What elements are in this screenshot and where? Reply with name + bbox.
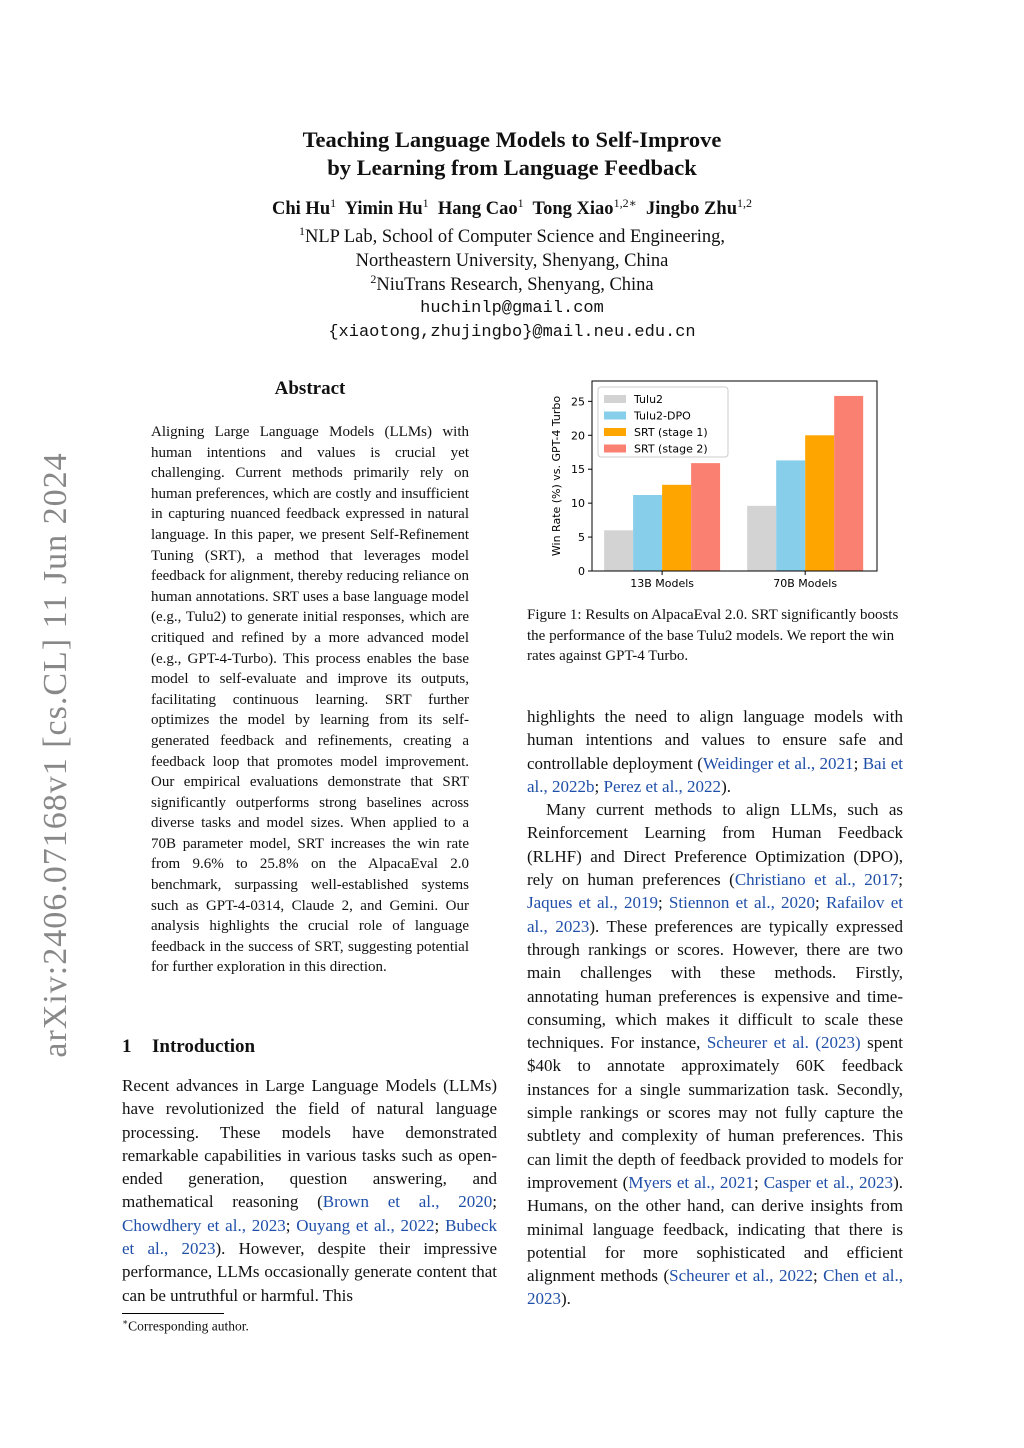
y-tick-label: 10 — [571, 497, 585, 511]
bar — [776, 460, 805, 571]
author-name: Yimin Hu — [344, 199, 423, 219]
citation-link[interactable]: Stiennon et al., 2020 — [668, 893, 816, 913]
bar — [834, 396, 863, 571]
affiliations — [0, 225, 1024, 345]
citation-link[interactable]: Scheurer et al. (2023) — [706, 1033, 861, 1053]
footnote-text: Corresponding author. — [128, 1318, 249, 1334]
affiliation-1-line-2: Northeastern University, Shenyang, China — [355, 251, 669, 271]
legend-label: SRT (stage 2) — [634, 442, 708, 456]
author-sup: 1 — [330, 195, 337, 210]
legend-swatch — [604, 395, 626, 403]
citation-link[interactable]: Rafailov et al., 2023 — [527, 893, 903, 936]
body-text: ). However, despite their impressive performance, LLMs occasionally generate content that can be untruthful or harmful. This — [122, 1239, 497, 1305]
citation-link[interactable]: Brown et al., 2020 — [322, 1192, 493, 1212]
paragraph: highlights the need to align language models with human intentions and values to ensure safe and controllable deployment (Weidinger et al., 2021; Bai et al., 2022b; Perez et al., 2022). — [527, 707, 903, 796]
legend-label: SRT (stage 1) — [634, 426, 708, 439]
bar — [604, 530, 633, 571]
body-text: highlights the need to align language models with human intentions and values to ensure safe and controllable deployment ( — [527, 707, 903, 773]
legend-swatch — [604, 428, 626, 436]
author-sup: 1 — [422, 195, 429, 210]
legend-swatch — [604, 412, 626, 420]
legend-swatch — [604, 445, 626, 453]
author-name: Hang Cao — [437, 199, 518, 219]
body-text: ). Humans, on the other hand, can derive insights from minimal language feedback, indicating that there is potential for more sophisticated and efficient alignment methods ( — [527, 1172, 903, 1286]
arxiv-identifier: arXiv:2406.07168v1 [cs.CL] 11 Jun 2024 — [37, 452, 74, 1058]
footnote — [122, 1317, 249, 1335]
citation-link[interactable]: Bubeck et al., 2023 — [122, 1215, 497, 1259]
paper-title — [0, 126, 1024, 182]
author-list — [0, 195, 1024, 220]
paragraph: Many current methods to align LLMs, such as Reinforcement Learning from Human Feedback (RLHF) and Direct Preference Optimization (DPO), rely on human preferences (Christiano et al., 2017; Jaques et al., 2019; Stiennon et al., 2020; Rafailov et al., 2023). These preferences are typically expressed through rankings or scores. However, there are two main challenges with these methods. Firstly, annotating human preferences is expensive and time-consuming, which makes it difficult to scale these techniques. For instance, Scheurer et al. (2023) spent $40k to annotate approximately 60K feedback instances for a single summarization task. Secondly, simple rankings or scores may not fully capture the subtlety and complexity of human preferences. This can limit the depth of feedback provided to models for improvement (Myers et al., 2021; Casper et al., 2023). Humans, on the other hand, can derive insights from minimal language feedback, indicating that there is potential for more sophisticated and efficient alignment methods (Scheurer et al., 2022; Chen et al., 2023). — [527, 800, 904, 1309]
title-line-2: by Learning from Language Feedback — [327, 155, 697, 180]
email-1: huchinlp@gmail.com — [420, 299, 604, 318]
author-name: Chi Hu — [272, 199, 331, 219]
y-axis-label: Win Rate (%) vs. GPT-4 Turbo — [550, 395, 563, 557]
win-rate-bar-chart — [545, 378, 890, 593]
bar — [662, 485, 691, 571]
citation-link[interactable]: Christiano et al., 2017 — [734, 870, 899, 890]
figure-caption: Figure 1: Results on AlpacaEval 2.0. SRT significantly boosts the performance of the base Tulu2 models. We report the win rates against GPT-4 Turbo. — [527, 607, 899, 665]
affiliation-2: NiuTrans Research, Shenyang, China — [376, 275, 654, 295]
affiliation-1-line-1: NLP Lab, School of Computer Science and Engineering, — [304, 227, 726, 247]
x-tick-label: 13B Models — [630, 577, 695, 590]
y-tick-label: 25 — [571, 395, 585, 409]
right-column-text — [527, 705, 903, 1311]
abstract-heading: Abstract — [274, 378, 346, 399]
bar — [805, 435, 834, 571]
legend-label: Tulu2-DPO — [634, 409, 691, 423]
author-sup: 1 — [517, 195, 524, 210]
footnote-mark: ∗ — [122, 1317, 129, 1327]
intro-paragraph: Recent advances in Large Language Models (LLMs) have revolutionized the field of natural language processing. These models have demonstrated remarkable capabilities in various tasks such as open-ended generation, question answering, and mathematical reasoning (Brown et al., 2020; Chowdhery et al., 2023; Ouyang et al., 2022; Bubeck et al., 2023). However, despite their impressive performance, LLMs occasionally generate content that can be untruthful or harmful. This — [122, 1076, 497, 1305]
section-heading — [122, 1036, 255, 1058]
citation-link[interactable]: Chen et al., 2023 — [527, 1266, 903, 1309]
body-text: ). These preferences are typically expressed through rankings or scores. However, there are two main challenges with these methods. Firstly, annotating human preferences is expensive and time-consuming, which makes it difficult to scale these techniques. For instance, — [527, 916, 903, 1053]
author-sup: 1,2 — [736, 195, 752, 210]
body-text: ). — [561, 1289, 571, 1309]
body-text: Many current methods to align LLMs, such as Reinforcement Learning from Human Feedback (RLHF) and Direct Preference Optimization (DPO), rely on human preferences ( — [527, 800, 903, 890]
citation-link[interactable]: Ouyang et al., 2022 — [296, 1215, 435, 1235]
author-name: Jingbo Zhu — [645, 199, 737, 219]
citation-link[interactable]: Perez et al., 2022 — [603, 776, 722, 796]
section-number: 1 — [122, 1036, 132, 1057]
body-text: spent $40k to annotate approximately 60K feedback instances for a single summarization task. Secondly, simple rankings or scores may not fully capture the subtlety and complexity of human preferences. This can limit the depth of feedback provided to models for improvement ( — [527, 1033, 903, 1192]
citation-link[interactable]: Jaques et al., 2019 — [527, 893, 658, 913]
title-line-1: Teaching Language Models to Self-Improve — [302, 127, 722, 152]
y-tick-label: 20 — [571, 429, 585, 443]
citation-link[interactable]: Bai et al., 2022b — [527, 753, 903, 796]
email-2: {xiaotong,zhujingbo}@mail.neu.edu.cn — [328, 323, 696, 342]
citation-link[interactable]: Chowdhery et al., 2023 — [122, 1215, 286, 1235]
citation-link[interactable]: Scheurer et al., 2022 — [669, 1266, 813, 1286]
bar — [747, 506, 776, 571]
x-tick-label: 70B Models — [773, 577, 838, 590]
bar — [691, 463, 720, 571]
citation-link[interactable]: Myers et al., 2021 — [628, 1172, 754, 1192]
section-title: Introduction — [152, 1036, 256, 1057]
aff-sup: 2 — [370, 271, 377, 286]
abstract-text: Aligning Large Language Models (LLMs) with human intentions and values is crucial yet challenging. Current methods primarily rely on human preferences, which are costly and insufficient in capturing nuanced feedback expressed in natural language. In this paper, we present Self-Refinement Tuning (SRT), a method that leverages model feedback for alignment, thereby reducing reliance on human annotations. SRT uses a base language model (e.g., Tulu2) to generate initial responses, which are critiqued and refined by a more advanced model (e.g., GPT-4-Turbo). This process enables the base model to self-evaluate and improve its outputs, facilitating continuous learning. SRT further optimizes the model by learning from its self-generated feedback and refinements, creating a feedback loop that promotes model improvement. Our empirical evaluations demonstrate that SRT significantly outperforms strong baselines across diverse tasks and model sizes. When applied to a 70B parameter model, SRT increases the win rate from 9.6% to 25.8% on the AlpacaEval 2.0 benchmark, surpassing well-established systems such as GPT-4-0314, Claude 2, and Gemini. Our analysis highlights the crucial role of language feedback in the success of SRT, suggesting potential for further exploration in this direction. — [151, 424, 469, 976]
footnote-rule — [122, 1313, 224, 1314]
y-tick-label: 5 — [578, 531, 585, 545]
citation-link[interactable]: Weidinger et al., 2021 — [702, 753, 854, 773]
body-text: ). — [721, 776, 731, 796]
citation-link[interactable]: Casper et al., 2023 — [763, 1172, 894, 1192]
bar — [633, 495, 662, 571]
author-sup: 1,2∗ — [613, 195, 637, 210]
body-text: Recent advances in Large Language Models (LLMs) have revolutionized the field of natural language processing. These models have demonstrated remarkable capabilities in various tasks such as open-ended generation, question answering, and mathematical reasoning ( — [122, 1076, 497, 1212]
legend-label: Tulu2 — [634, 393, 664, 406]
y-tick-label: 0 — [578, 565, 585, 578]
author-name: Tong Xiao — [532, 199, 614, 219]
aff-sup: 1 — [298, 223, 305, 238]
y-tick-label: 15 — [571, 463, 585, 477]
